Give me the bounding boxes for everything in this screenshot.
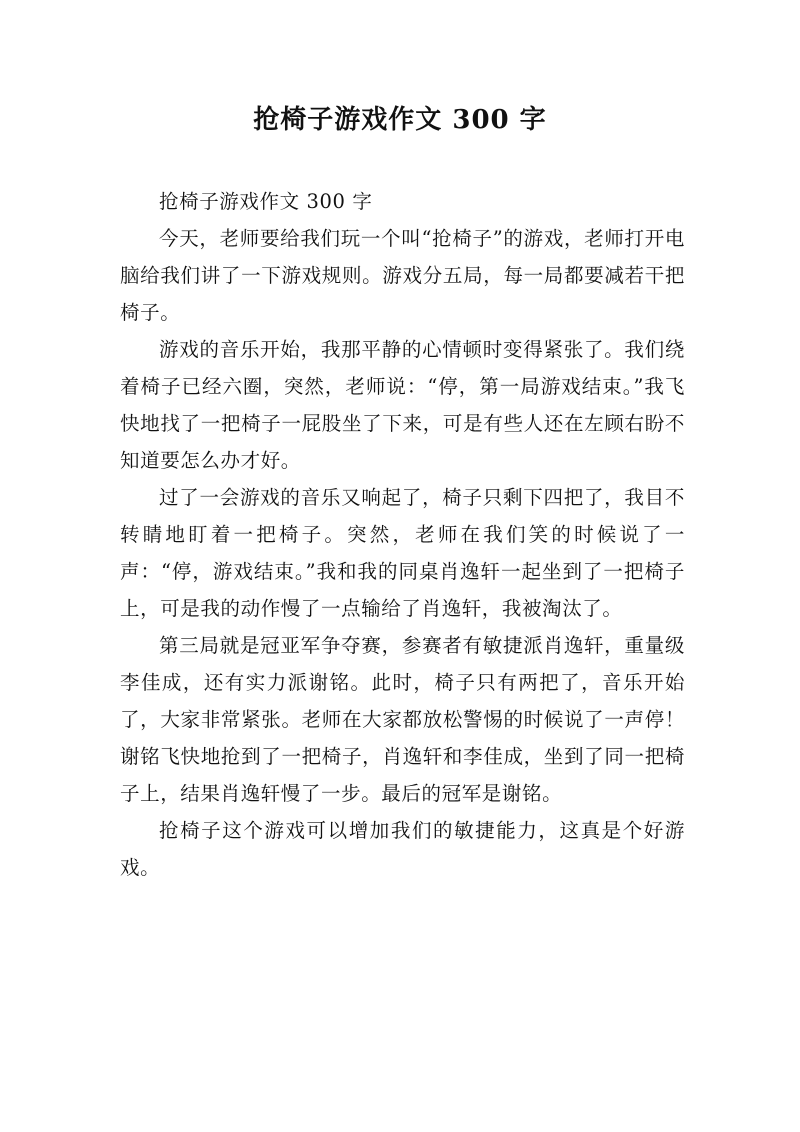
paragraph: 今天，老师要给我们玩一个叫“抢椅子”的游戏，老师打开电脑给我们讲了一下游戏规则。游戏分五局，每一局都要减若干把椅子。 bbox=[120, 227, 685, 324]
document-title: 抢椅子游戏作文 300 字 bbox=[253, 105, 547, 135]
paragraph: 游戏的音乐开始，我那平静的心情顿时变得紧张了。我们绕着椅子已经六圈，突然，老师说：“停，第一局游戏结束。”我飞快地找了一把椅子一屁股坐了下来，可是有些人还在左顾右盼不知道要怎么办才好。 bbox=[120, 338, 685, 472]
paragraph-subtitle: 抢椅子游戏作文 300 字 bbox=[159, 190, 373, 213]
document-body bbox=[120, 183, 685, 886]
paragraph: 第三局就是冠亚军争夺赛，参赛者有敏捷派肖逸轩，重量级李佳成，还有实力派谢铭。此时，椅子只有两把了，音乐开始了，大家非常紧张。老师在大家都放松警惕的时候说了一声停！谢铭飞快地抢到了一把椅子，肖逸轩和李佳成，坐到了同一把椅子上，结果肖逸轩慢了一步。最后的冠军是谢铭。 bbox=[120, 634, 685, 805]
paragraph: 过了一会游戏的音乐又响起了，椅子只剩下四把了，我目不转睛地盯着一把椅子。突然，老师在我们笑的时候说了一声：“停，游戏结束。”我和我的同桌肖逸轩一起坐到了一把椅子上，可是我的动作慢了一点输给了肖逸轩，我被淘汰了。 bbox=[120, 486, 685, 620]
paragraph: 抢椅子这个游戏可以增加我们的敏捷能力，这真是个好游戏。 bbox=[120, 819, 685, 879]
